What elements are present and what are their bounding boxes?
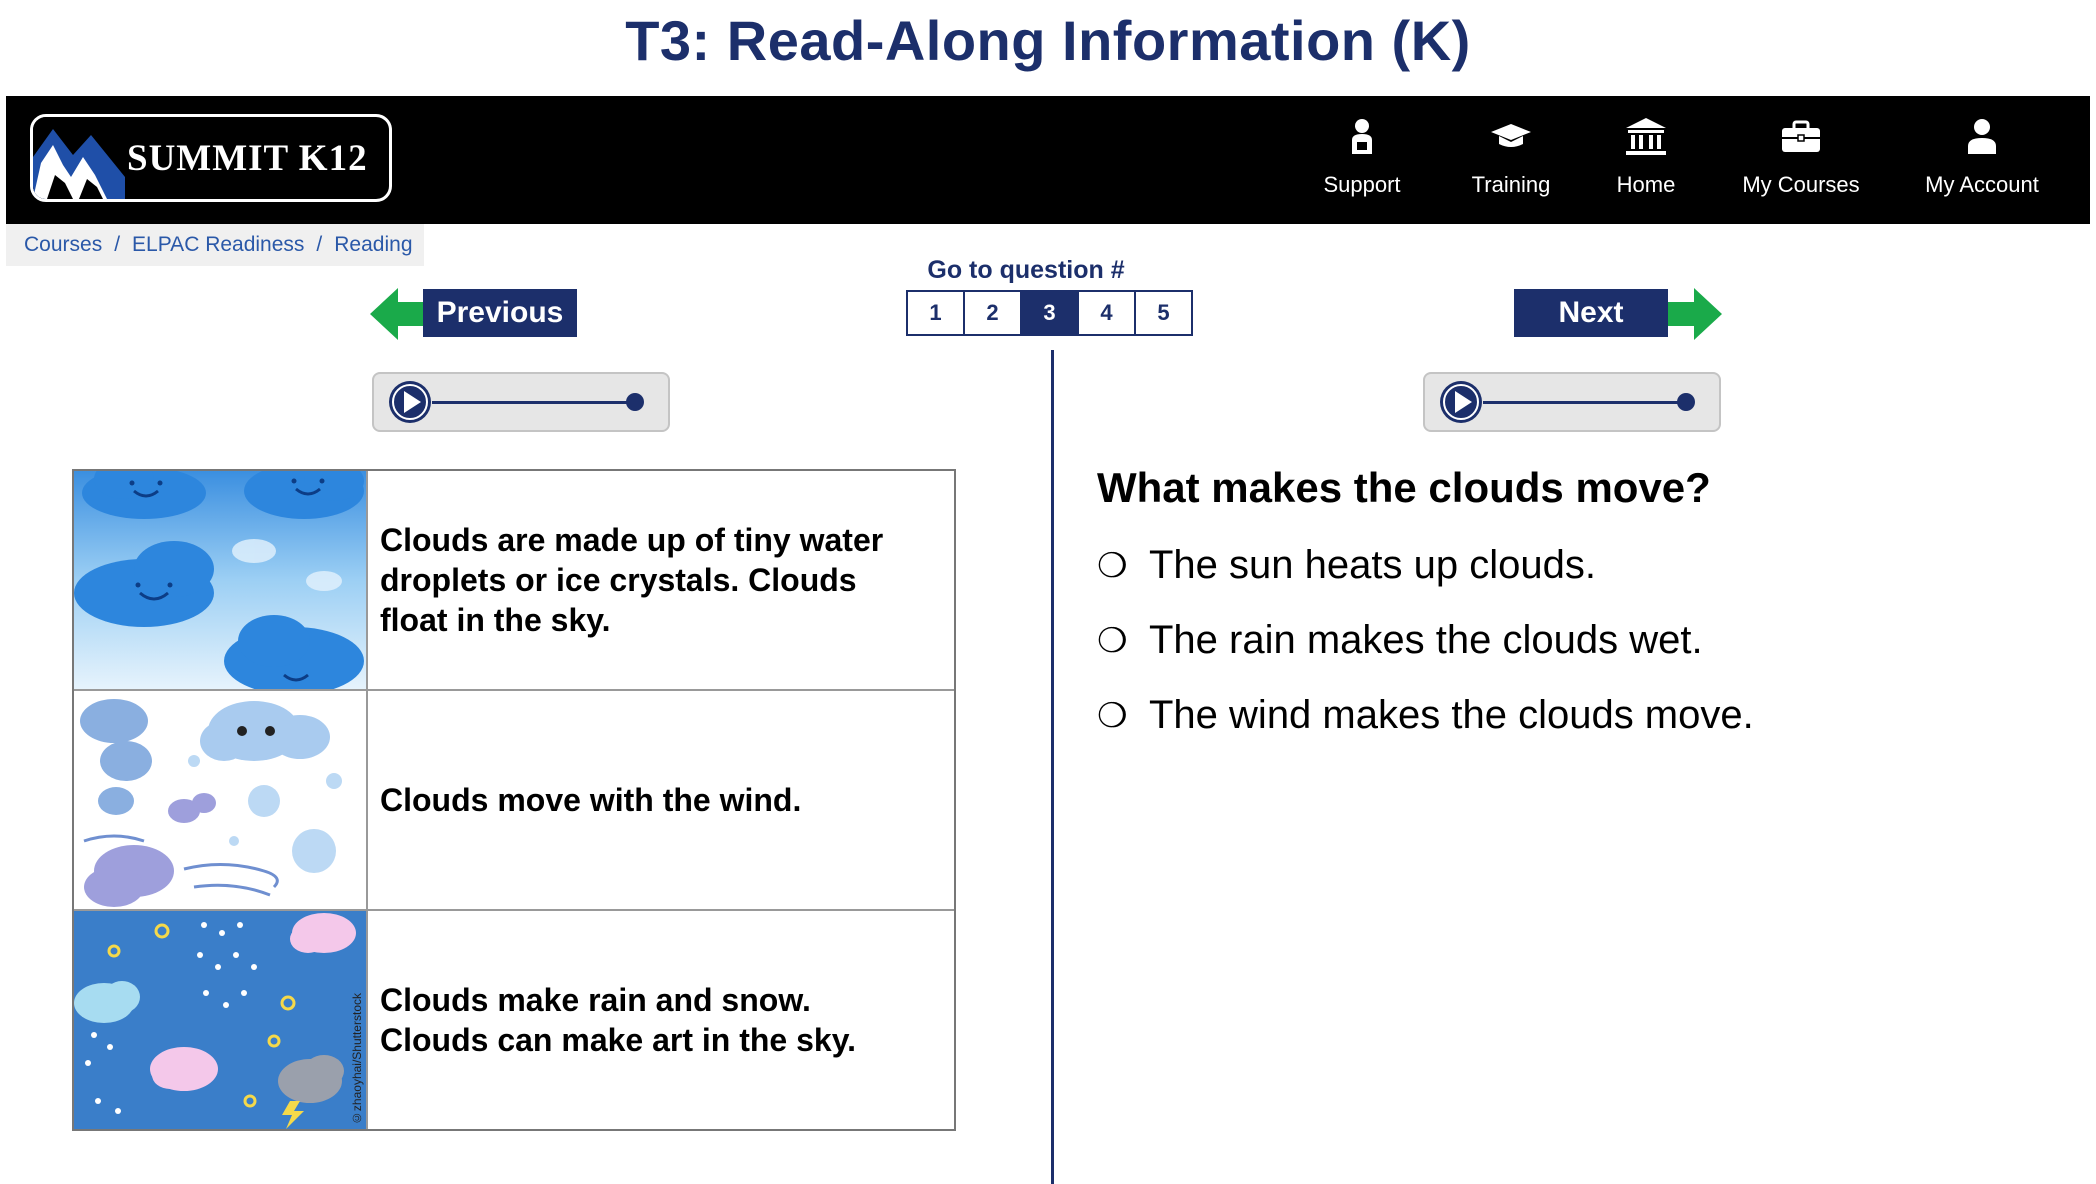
audio-progress-track[interactable] <box>1483 401 1683 404</box>
happy-clouds-image <box>74 471 368 689</box>
rain-snow-clouds-image <box>74 911 368 1129</box>
audio-progress-handle[interactable] <box>1677 393 1695 411</box>
play-icon[interactable] <box>388 380 432 424</box>
answer-option[interactable] <box>1097 678 1754 753</box>
passage-row <box>74 471 954 691</box>
support-icon <box>1340 114 1384 158</box>
panel-divider <box>1051 350 1054 1184</box>
passage-row <box>74 911 954 1129</box>
breadcrumb-reading[interactable]: Reading <box>334 233 413 256</box>
passage-audio-player <box>372 372 670 432</box>
question-1-button[interactable]: 1 <box>908 292 965 334</box>
nav-my-courses[interactable] <box>1736 114 1866 214</box>
graduation-cap-icon <box>1489 114 1533 158</box>
bank-icon <box>1624 114 1668 158</box>
passage-table <box>72 469 956 1131</box>
go-to-question-label: Go to question # <box>927 256 1125 284</box>
nav-training[interactable] <box>1446 114 1576 214</box>
mountain-logo-icon <box>33 117 125 199</box>
passage-text: Clouds move with the wind. <box>380 782 802 818</box>
question-2-button[interactable]: 2 <box>965 292 1022 334</box>
radio-button-icon[interactable]: ❍ <box>1097 546 1128 585</box>
radio-button-icon[interactable]: ❍ <box>1097 696 1128 735</box>
previous-arrow-icon[interactable] <box>368 286 424 342</box>
answer-option-text[interactable]: The wind makes the clouds move. <box>1149 693 1754 737</box>
answer-option[interactable] <box>1097 528 1754 603</box>
image-credit: ©zhaoyhai/Shutterstock <box>350 992 364 1125</box>
nav-label: Support <box>1323 172 1401 197</box>
play-icon[interactable] <box>1439 380 1483 424</box>
question-4-button[interactable]: 4 <box>1079 292 1136 334</box>
nav-label: My Account <box>1925 172 2039 197</box>
next-button[interactable]: Next <box>1514 289 1668 337</box>
answer-option-text[interactable]: The rain makes the clouds wet. <box>1149 618 1703 662</box>
nav-label: My Courses <box>1742 172 1860 197</box>
question-prompt: What makes the clouds move? <box>1097 464 1711 511</box>
nav-support[interactable] <box>1302 114 1422 214</box>
question-audio-player <box>1423 372 1721 432</box>
passage-text: Clouds are made up of tiny water droplets or ice crystals. Clouds float in the sky. <box>380 522 884 638</box>
breadcrumb-separator: / <box>114 233 121 256</box>
nav-label: Home <box>1616 172 1676 197</box>
page-title: T3: Read-Along Information (K) <box>625 9 1471 72</box>
nav-home[interactable] <box>1596 114 1696 214</box>
audio-progress-handle[interactable] <box>626 393 644 411</box>
briefcase-icon <box>1779 114 1823 158</box>
user-icon <box>1960 114 2004 158</box>
answer-option-text[interactable]: The sun heats up clouds. <box>1149 543 1596 587</box>
answer-option[interactable] <box>1097 603 1754 678</box>
question-5-button[interactable]: 5 <box>1136 292 1191 334</box>
radio-button-icon[interactable]: ❍ <box>1097 621 1128 660</box>
summit-k12-logo[interactable] <box>30 114 392 202</box>
wind-clouds-image <box>74 691 368 909</box>
breadcrumb-elpac-readiness[interactable]: ELPAC Readiness <box>132 233 305 256</box>
brand-name: SUMMIT K12 <box>127 137 368 179</box>
next-arrow-icon[interactable] <box>1668 286 1724 342</box>
top-navigation-bar <box>6 96 2090 224</box>
answer-options <box>1097 528 1754 753</box>
audio-progress-track[interactable] <box>432 401 632 404</box>
breadcrumb <box>6 224 424 266</box>
question-number-selector <box>906 290 1193 336</box>
nav-label: Training <box>1471 172 1551 197</box>
breadcrumb-separator: / <box>316 233 323 256</box>
question-3-button[interactable]: 3 <box>1022 292 1079 334</box>
passage-text: Clouds make rain and snow. Clouds can make art in the sky. <box>380 982 857 1058</box>
nav-my-account[interactable] <box>1912 114 2052 214</box>
passage-row <box>74 691 954 911</box>
previous-button[interactable]: Previous <box>423 289 577 337</box>
breadcrumb-courses[interactable]: Courses <box>24 233 103 256</box>
